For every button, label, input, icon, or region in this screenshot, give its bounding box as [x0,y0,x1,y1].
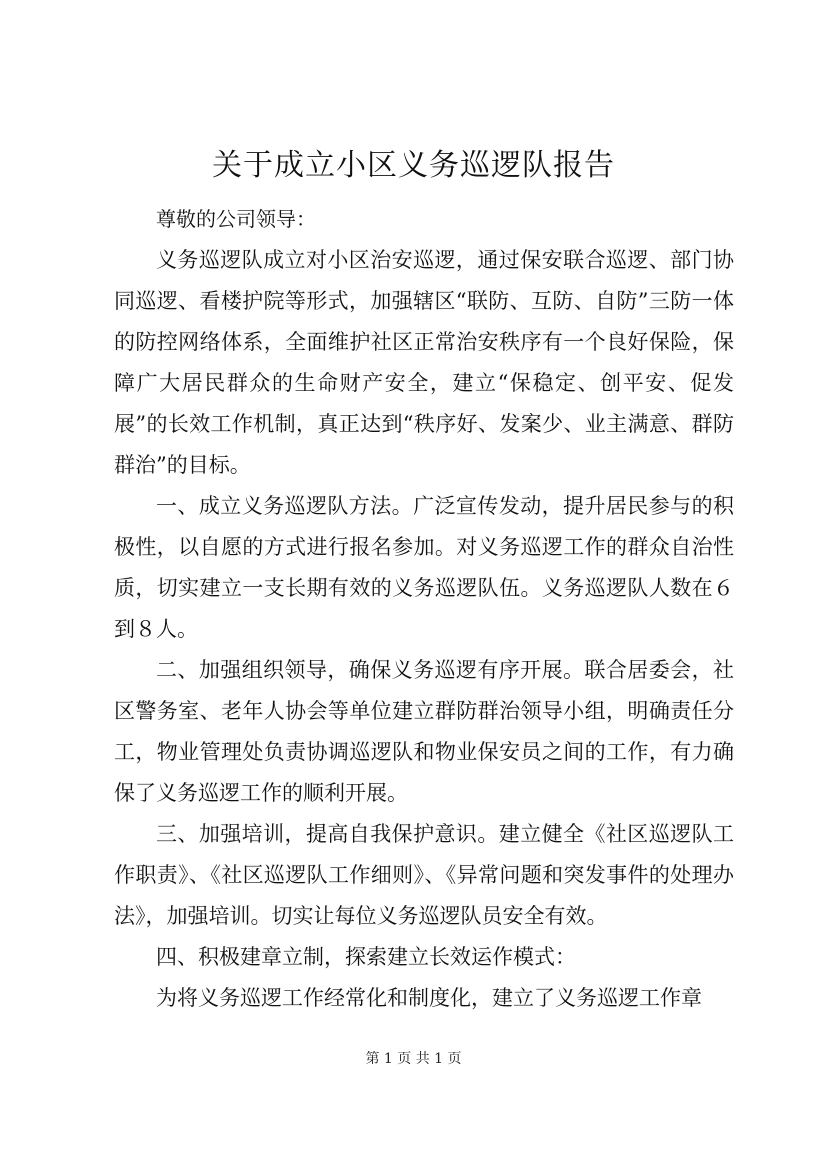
paragraph-section-3: 三、加强培训，提高自我保护意识。建立健全《社区巡逻队工作职责》、《社区巡逻队工作细则》、《异常问题和突发事件的处理办法》，加强培训。切实让每位义务巡逻队员安全有效。 [114,822,734,928]
document-body [114,199,734,1019]
page-footer: 第 1 页 共 1 页 [365,1051,462,1067]
paragraph-section-4-body: 为将义务巡逻工作经常化和制度化，建立了义务巡逻工作章 [156,986,702,1010]
document-title: 关于成立小区义务巡逻队报告 [212,148,615,183]
paragraph-section-1: 一、成立义务巡逻队方法。广泛宣传发动，提升居民参与的积极性，以自愿的方式进行报名参加。对义务巡逻工作的群众自治性质，切实建立一支长期有效的义务巡逻队伍。义务巡逻队人数在６到８人。 [114,494,734,641]
paragraph-section-2: 二、加强组织领导，确保义务巡逻有序开展。联合居委会，社区警务室、老年人协会等单位建立群防群治领导小组，明确责任分工，物业管理处负责协调巡逻队和物业保安员之间的工作，有力确保了义务巡逻工作的顺利开展。 [114,658,734,805]
salutation: 尊敬的公司领导： [156,207,316,231]
paragraph-intro: 义务巡逻队成立对小区治安巡逻，通过保安联合巡逻、部门协同巡逻、看楼护院等形式，加强辖区“联防、互防、自防”三防一体的防控网络体系，全面维护社区正常治安秩序有一个良好保险，保障广大居民群众的生命财产安全，建立“保稳定、创平安、促发展”的长效工作机制，真正达到“秩序好、发案少、业主满意、群防群治”的目标。 [114,248,734,477]
paragraph-section-4-heading: 四、积极建章立制，探索建立长效运作模式： [156,945,576,969]
